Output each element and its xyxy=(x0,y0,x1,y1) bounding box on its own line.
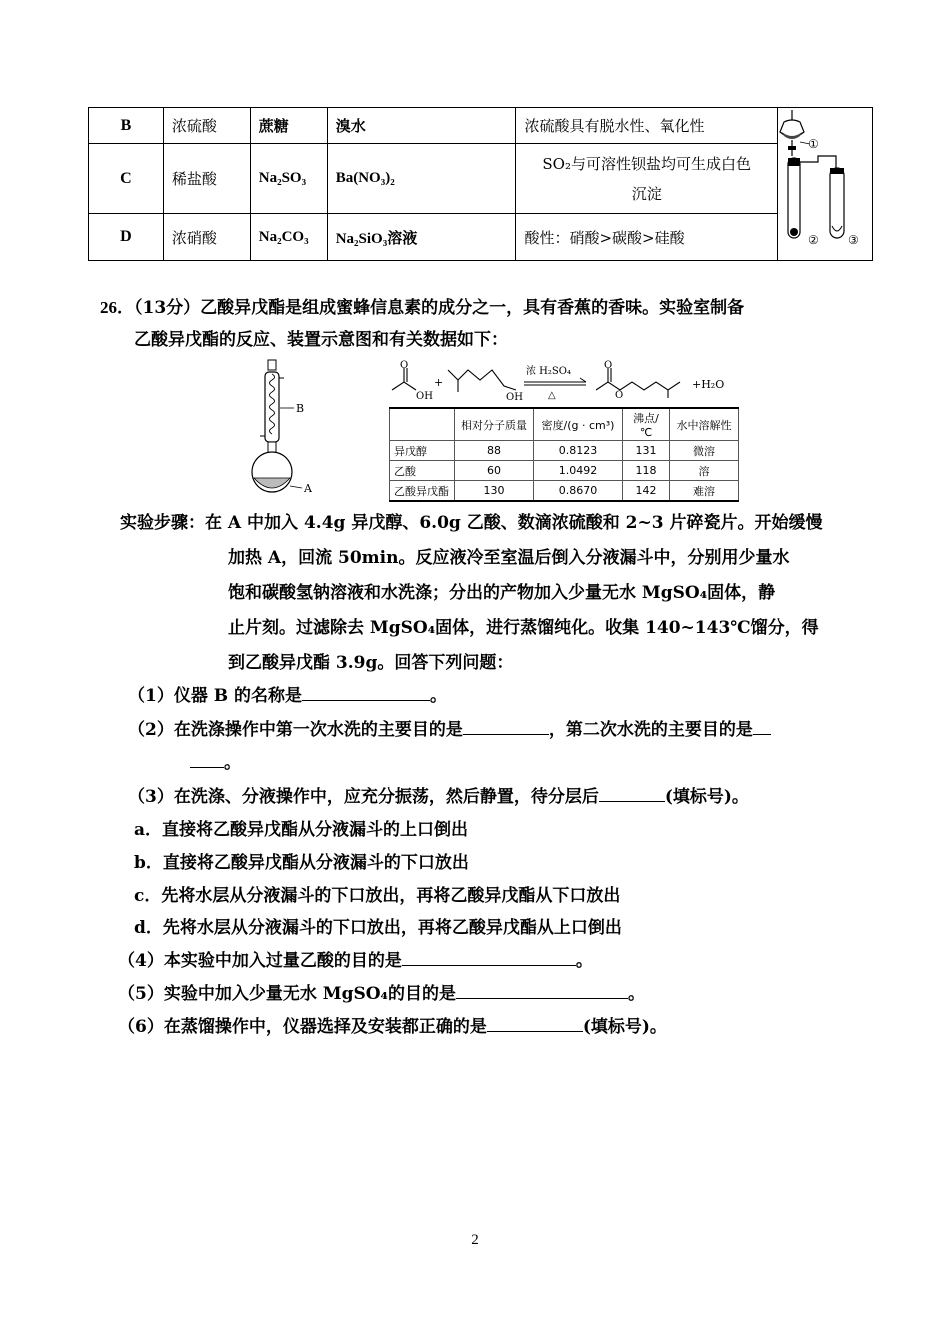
reagent-b: Na₂SO₃ xyxy=(250,144,327,214)
question-line-1: （13分）乙酸异戊酯是组成蜜蜂信息素的成分之一，具有香蕉的香味。实验室制备 xyxy=(134,298,745,318)
reflux-apparatus-diagram xyxy=(250,358,320,498)
option-d: d．先将水层从分液漏斗的下口放出，再将乙酸异戊酯从上口倒出 xyxy=(134,918,622,938)
catalyst: 浓 H₂SO₄ xyxy=(526,366,571,377)
svg-text:O: O xyxy=(400,360,409,371)
table-cell: 0.8123 xyxy=(534,441,623,461)
label-1: ① xyxy=(807,137,819,151)
page-number: 2 xyxy=(471,1232,479,1248)
sub-question-3: （3）在洗涤、分液操作中，应充分振荡，然后静置，待分层后 (填标号)。 xyxy=(128,782,749,807)
answer-blank[interactable] xyxy=(599,783,665,802)
reagent-c: 溴水 xyxy=(327,108,516,144)
steps-line-3: 饱和碳酸氢钠溶液和水洗涤；分出的产物加入少量无水 MgSO₄固体，静 xyxy=(228,583,776,603)
conclusion-line-2: 沉淀 xyxy=(631,184,662,203)
sub-question-2-cont: 。 xyxy=(190,748,241,773)
steps-line-1: 实验步骤：在 A 中加入 4.4g 异戊醇、6.0g 乙酸、数滴浓硫酸和 2~3 片碎瓷片。开始缓慢 xyxy=(120,513,823,533)
answer-blank[interactable] xyxy=(463,716,549,735)
option-b: b．直接将乙酸异戊酯从分液漏斗的下口放出 xyxy=(134,853,469,873)
plus-sign: + xyxy=(434,376,444,389)
conclusion: 酸性：硝酸>碳酸>硅酸 xyxy=(516,214,778,261)
table-cell: 131 xyxy=(623,441,670,461)
table-cell: 60 xyxy=(455,461,534,481)
answer-blank[interactable] xyxy=(753,716,771,735)
physical-data-table xyxy=(389,407,739,502)
label-b: B xyxy=(296,402,305,415)
reagent-a: 浓硫酸 xyxy=(163,108,250,144)
table-cell: 异戊醇 xyxy=(390,441,455,461)
heat-symbol: △ xyxy=(548,390,556,401)
conclusion xyxy=(516,144,778,214)
answer-blank[interactable] xyxy=(487,1013,583,1032)
svg-text:O: O xyxy=(604,360,613,371)
reagent-table xyxy=(88,107,873,261)
header-cell: 相对分子质量 xyxy=(455,408,534,441)
option-c: c．先将水层从分液漏斗的下口放出，再将乙酸异戊酯从下口放出 xyxy=(134,886,621,906)
table-cell: 118 xyxy=(623,461,670,481)
answer-blank[interactable] xyxy=(456,980,628,999)
label-a: A xyxy=(304,482,312,495)
sub-question-1: （1）仪器 B 的名称是 。 xyxy=(128,681,447,706)
conclusion: 浓硫酸具有脱水性、氧化性 xyxy=(516,108,778,144)
label-2: ② xyxy=(807,233,819,247)
header-cell: 沸点/℃ xyxy=(623,408,670,441)
steps-line-5: 到乙酸异戊酯 3.9g。回答下列问题： xyxy=(228,653,514,673)
table-cell: 88 xyxy=(455,441,534,461)
apparatus-cell xyxy=(777,108,872,261)
row-label: B xyxy=(89,108,164,144)
answer-blank[interactable] xyxy=(190,749,224,768)
conclusion-line-1: SO₂与可溶性钡盐均可生成白色 xyxy=(542,154,751,173)
row-label: C xyxy=(89,144,164,214)
table-cell: 溶 xyxy=(670,461,739,481)
table-cell: 难溶 xyxy=(670,481,739,502)
gas-apparatus-diagram xyxy=(778,108,872,256)
table-cell: 微溶 xyxy=(670,441,739,461)
oh-group: OH xyxy=(416,391,433,402)
reagent-c: Ba(NO₃)₂ xyxy=(327,144,516,214)
table-cell: 乙酸 xyxy=(390,461,455,481)
sub-question-5: （5）实验中加入少量无水 MgSO₄的目的是 。 xyxy=(118,979,645,1004)
table-cell: 130 xyxy=(455,481,534,502)
label-3: ③ xyxy=(847,233,859,247)
reaction-equation xyxy=(388,360,728,402)
table-cell: 乙酸异戊酯 xyxy=(390,481,455,502)
sub-question-4: （4）本实验中加入过量乙酸的目的是 。 xyxy=(118,946,593,971)
reagent-a: 浓硝酸 xyxy=(163,214,250,261)
question-line-2: 乙酸异戊酯的反应、装置示意图和有关数据如下： xyxy=(134,330,508,350)
option-a: a．直接将乙酸异戊酯从分液漏斗的上口倒出 xyxy=(134,820,469,840)
answer-blank[interactable] xyxy=(302,682,430,701)
svg-text:O: O xyxy=(615,390,624,401)
question-number: 26． xyxy=(100,298,134,317)
header-cell xyxy=(390,408,455,441)
header-cell: 水中溶解性 xyxy=(670,408,739,441)
sub-question-2: （2）在洗涤操作中第一次水洗的主要目的是 ，第二次水洗的主要目的是 xyxy=(128,715,771,740)
table-cell: 142 xyxy=(623,481,670,502)
reagent-b: 蔗糖 xyxy=(250,108,327,144)
water-product: +H₂O xyxy=(692,378,725,391)
oh-group-2: OH xyxy=(506,392,523,402)
steps-line-4: 止片刻。过滤除去 MgSO₄固体，进行蒸馏纯化。收集 140~143℃馏分，得 xyxy=(228,618,819,638)
reagent-b: Na₂CO₃ xyxy=(250,214,327,261)
sub-question-6: （6）在蒸馏操作中，仪器选择及安装都正确的是 (填标号)。 xyxy=(118,1012,667,1037)
reagent-c: Na₂SiO₃溶液 xyxy=(327,214,516,261)
table-cell: 0.8670 xyxy=(534,481,623,502)
question-title xyxy=(100,292,860,356)
header-cell: 密度/(g · cm³) xyxy=(534,408,623,441)
reagent-a: 稀盐酸 xyxy=(163,144,250,214)
answer-blank[interactable] xyxy=(402,947,576,966)
row-label: D xyxy=(89,214,164,261)
table-cell: 1.0492 xyxy=(534,461,623,481)
steps-line-2: 加热 A，回流 50min。反应液冷至室温后倒入分液漏斗中，分别用少量水 xyxy=(228,548,790,568)
